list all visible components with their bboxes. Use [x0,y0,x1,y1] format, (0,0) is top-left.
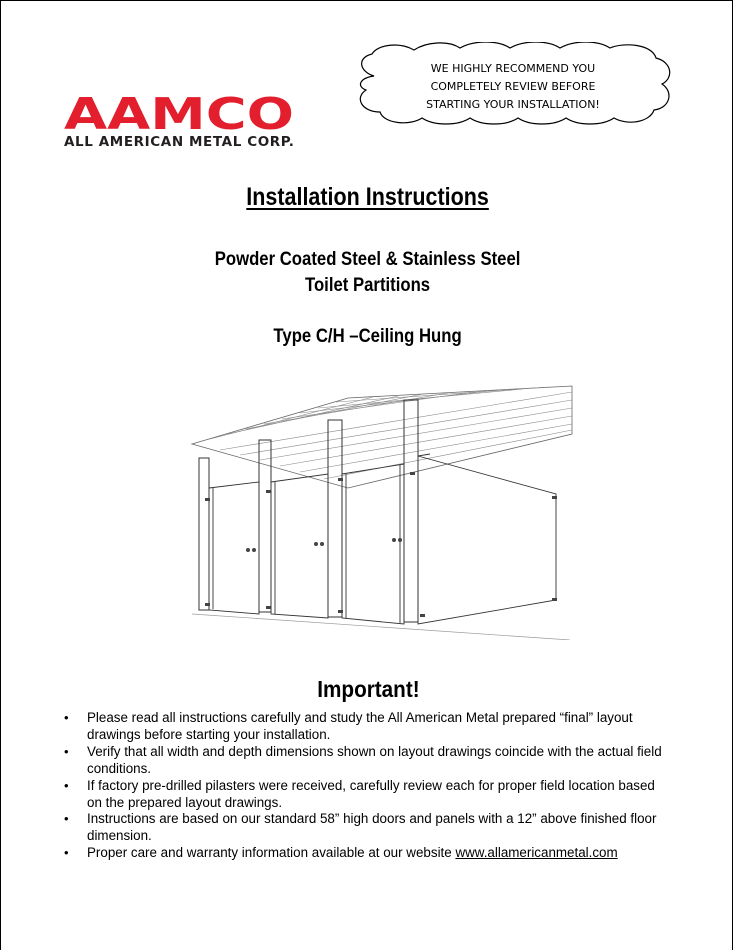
list-item [62,778,672,812]
ceiling-hung-partitions-illustration [180,378,580,640]
ceiling-hung-partitions-drawing-icon [180,378,580,640]
callout-text [382,60,644,114]
callout-line: COMPLETELY REVIEW BEFORE [430,80,596,93]
website-link[interactable]: www.allamericanmetal.com [455,845,618,861]
company-logo [64,92,304,150]
instruction-list [62,710,672,862]
subtitle-line: Toilet Partitions [304,275,431,296]
callout-line: STARTING YOUR INSTALLATION! [426,98,600,111]
callout-line: WE HIGHLY RECOMMEND YOU [430,62,596,75]
document-title: Installation Instructions [246,183,489,211]
aamco-logo-mark [64,92,296,132]
recommendation-callout [352,42,674,126]
list-item [62,710,672,744]
company-name: ALL AMERICAN METAL CORP. [64,134,295,150]
list-item [62,744,672,778]
instruction-text: Verify that all width and depth dimensions shown on layout drawings coincide with the actual field conditions. [87,743,662,776]
instruction-text: Instructions are based on our standard 58” high doors and panels with a 12” above finished floor dimension. [87,811,657,844]
list-item [62,845,672,862]
instruction-text: Proper care and warranty information available at our website [87,845,456,861]
partition-type: Type C/H –Ceiling Hung [273,326,462,347]
instruction-text: Please read all instructions carefully and study the All American Metal prepared “final” layout drawings before starting your installation. [87,710,633,742]
instruction-text: If factory pre-drilled pilasters were received, carefully review each for proper field location based on the prepared layout drawings. [87,777,655,810]
logo-wordmark: AAMCO [64,92,294,132]
document-subtitle [44,247,691,299]
important-heading: Important! [317,676,420,702]
subtitle-line: Powder Coated Steel & Stainless Steel [214,249,521,270]
list-item [62,811,672,845]
